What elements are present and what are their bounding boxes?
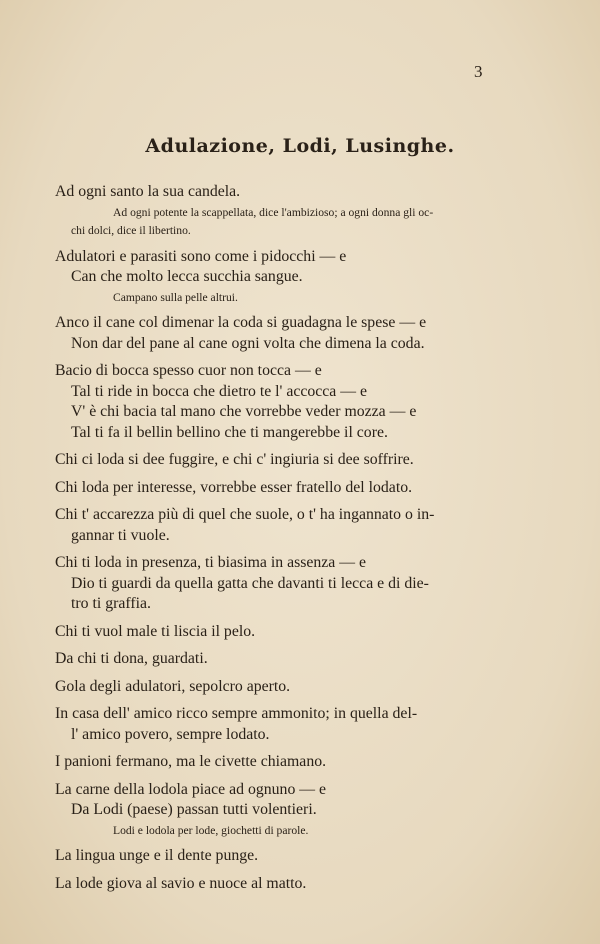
proverb-entry	[55, 677, 540, 698]
proverb-line: Chi ti loda in presenza, ti biasima in assenza — e	[55, 554, 367, 571]
proverb-line: Tal ti ride in bocca che dietro te l' accocca — e	[71, 382, 368, 400]
proverb-line: Can che molto lecca succhia sangue.	[71, 268, 303, 285]
proverb-line: Ad ogni santo la sua candela.	[55, 183, 241, 200]
proverb-note: Lodi e lodola per lode, giochetti di parole.	[113, 823, 309, 837]
proverb-list	[55, 182, 540, 901]
proverb-entry	[55, 553, 540, 615]
proverb-entry	[55, 313, 540, 354]
proverb-entry	[55, 649, 540, 670]
proverb-entry	[55, 247, 540, 307]
proverb-line: Chi ti vuol male ti liscia il pelo.	[55, 622, 256, 640]
proverb-entry	[55, 704, 540, 745]
proverb-line: Anco il cane col dimenar la coda si guadagna le spese — e	[55, 314, 427, 331]
proverb-note: Campano sulla pelle altrui.	[113, 290, 238, 304]
proverb-entry	[55, 846, 540, 867]
proverb-line: Da Lodi (paese) passan tutti volentieri.	[71, 801, 317, 818]
proverb-entry	[55, 182, 540, 240]
proverb-entry	[55, 478, 540, 499]
proverb-line: tro ti graffia.	[71, 595, 151, 612]
proverb-entry	[55, 505, 540, 546]
page-number: 3	[474, 62, 483, 81]
proverb-line: l' amico povero, sempre lodato.	[71, 725, 270, 743]
proverb-line: La carne della lodola piace ad ognuno — e	[55, 780, 327, 798]
proverb-line: V' è chi bacia tal mano che vorrebbe veder mozza — e	[71, 403, 417, 420]
proverb-line: Da chi ti dona, guardati.	[55, 650, 208, 667]
proverb-entry	[55, 450, 540, 471]
proverb-entry	[55, 874, 540, 895]
proverb-note: chi dolci, dice il libertino.	[71, 224, 191, 237]
proverb-line: I panioni fermano, ma le civette chiamano.	[55, 753, 327, 770]
proverb-entry	[55, 622, 540, 643]
proverb-line: Non dar del pane al cane ogni volta che dimena la coda.	[71, 334, 425, 352]
proverb-line: Chi ci loda si dee fuggire, e chi c' ingiuria si dee soffrire.	[55, 451, 414, 468]
proverb-note: Ad ogni potente la scappellata, dice l'ambizioso; a ogni donna gli oc-	[113, 205, 434, 219]
proverb-line: In casa dell' amico ricco sempre ammonito; in quella del-	[55, 705, 418, 722]
proverb-line: Dio ti guardi da quella gatta che davanti ti lecca e di die-	[71, 574, 429, 592]
proverb-line: Chi loda per interesse, vorrebbe esser fratello del lodato.	[55, 478, 413, 496]
proverb-line: La lode giova al savio e nuoce al matto.	[55, 874, 307, 892]
proverb-entry	[55, 752, 540, 773]
proverb-line: La lingua unge e il dente punge.	[55, 847, 259, 864]
proverb-line: Tal ti fa il bellin bellino che ti mangerebbe il core.	[71, 423, 388, 441]
proverb-entry	[55, 780, 540, 840]
proverb-line: Bacio di bocca spesso cuor non tocca — e	[55, 362, 322, 379]
proverb-entry	[55, 361, 540, 443]
proverb-line: gannar ti vuole.	[71, 526, 170, 544]
proverb-line: Gola degli adulatori, sepolcro aperto.	[55, 677, 291, 695]
proverb-line: Adulatori e parasiti sono come i pidocchi — e	[55, 247, 347, 265]
page-title: Adulazione, Lodi, Lusinghe.	[145, 135, 455, 157]
proverb-line: Chi t' accarezza più di quel che suole, o t' ha ingannato o in-	[55, 506, 435, 523]
